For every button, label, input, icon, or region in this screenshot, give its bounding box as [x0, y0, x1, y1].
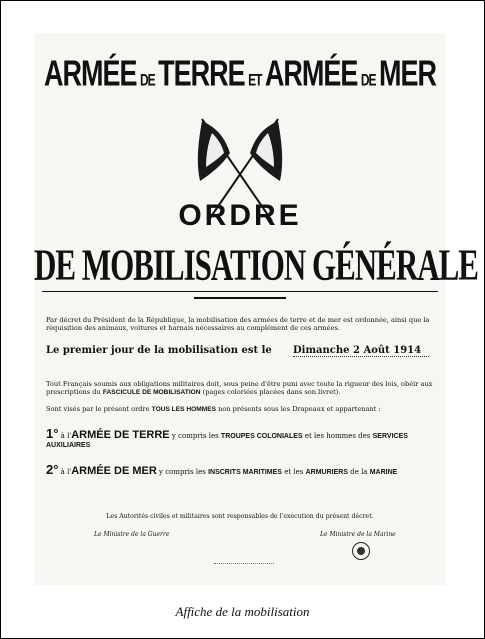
item-armee-de-terre	[46, 426, 438, 450]
header-word: ET	[248, 70, 262, 90]
first-day-line	[46, 345, 438, 356]
obligation-paragraph	[46, 380, 436, 397]
signature-right: Le Ministre de la Marine	[320, 531, 396, 538]
first-day-date: Dimanche 2 Août 1914	[293, 345, 429, 357]
item-number: 2°	[46, 462, 59, 477]
item-name: ARMÉE DE TERRE	[71, 429, 170, 441]
obligation-bold: FASCICULE DE MOBILISATION	[102, 389, 201, 396]
item-prefix: à l'	[60, 468, 72, 476]
signature-left: Le Ministre de la Guerre	[94, 531, 170, 538]
header-word: MER	[378, 53, 436, 94]
printer-line	[214, 563, 274, 565]
concerned-text: non présents sous les Drapeaux et appartenant :	[218, 405, 381, 413]
obligation-text: Tout Français soumis aux obligations militaires doit, sous peine d'être puni avec toute la rigueur des lois, obéir aux prescriptions du	[46, 380, 433, 396]
first-day-label: Le premier jour de la mobilisation est le	[46, 345, 272, 356]
decree-paragraph: Par décret du Président de la République, la mobilisation des armées de terre et de mer est ordonnée, ainsi que la réquisition des animaux, voitures et harnais nécessaires au complément de ces armées.	[46, 316, 430, 332]
authorities-line: Les Autorités civiles et militaires sont responsables de l'exécution du présent décret.	[106, 513, 374, 520]
poster-title-ordre: ORDRE	[178, 199, 302, 232]
item-bold: MARINE	[369, 469, 398, 476]
item-text: y compris les	[159, 468, 206, 476]
concerned-text: Sont visés par le présent ordre	[46, 405, 150, 413]
item-text: y compris les	[171, 432, 219, 440]
mobilization-poster	[34, 33, 478, 585]
header-word: DE	[139, 70, 155, 90]
obligation-text: (pages coloriées placées dans son livret).	[202, 388, 341, 396]
image-caption: Affiche de la mobilisation	[175, 604, 310, 619]
item-text: et les hommes des	[304, 432, 371, 440]
item-text: de la	[350, 468, 368, 476]
item-number: 1°	[46, 426, 59, 441]
poster-header	[34, 53, 446, 95]
divider	[194, 297, 286, 299]
item-bold: INSCRITS MARITIMES	[208, 469, 282, 476]
header-word: ARMÉE	[264, 53, 358, 94]
concerned-paragraph	[46, 405, 436, 414]
item-text: et les	[284, 468, 304, 476]
item-name: ARMÉE DE MER	[71, 465, 157, 477]
item-bold: ARMURIERS	[305, 469, 348, 476]
header-word: TERRE	[158, 53, 245, 94]
item-armee-de-mer	[46, 462, 438, 477]
header-word: ARMÉE	[44, 53, 137, 94]
marine-seal-icon	[352, 542, 370, 560]
concerned-bold: TOUS LES HOMMES	[151, 406, 217, 413]
poster-title-mobilisation: DE MOBILISATION GÉNÉRALE	[34, 239, 478, 290]
item-prefix: à l'	[60, 432, 72, 440]
item-bold: TROUPES COLONIALES	[220, 433, 303, 440]
divider	[42, 291, 438, 292]
item-bold: SERVICES AUXILIAIRES	[46, 433, 408, 449]
header-word: DE	[360, 70, 376, 90]
